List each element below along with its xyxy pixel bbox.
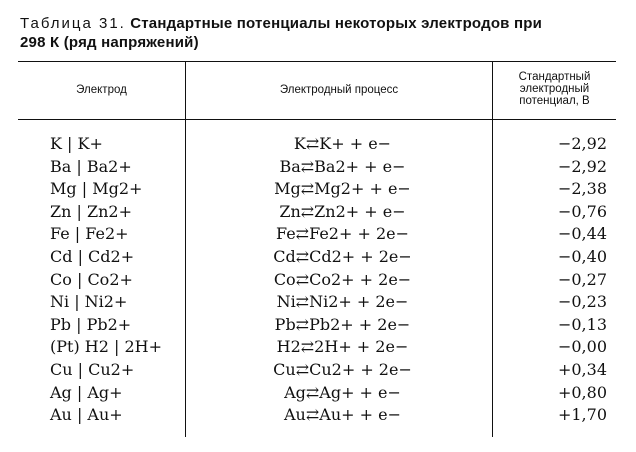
table-row bbox=[0, 223, 636, 245]
potential-cell: +0,34 bbox=[557, 360, 607, 379]
electrode-cell: Mg | Mg2+ bbox=[50, 179, 143, 199]
process-cell: Fe⇄Fe2+ + 2e− bbox=[275, 224, 409, 244]
table-row bbox=[0, 246, 636, 268]
electrode-cell: Ba | Ba2+ bbox=[50, 156, 132, 176]
potential-cell: −2,92 bbox=[557, 156, 607, 176]
electrode-cell: K | K+ bbox=[50, 134, 103, 153]
table-row bbox=[0, 156, 636, 178]
electrode-cell: Co | Co2+ bbox=[50, 269, 133, 289]
header-potential-line2: электродный bbox=[519, 83, 590, 95]
electrode-cell: Ni | Ni2+ bbox=[50, 292, 128, 312]
caption-title-line2: 298 К (ряд напряжений) bbox=[20, 34, 199, 51]
table-top-rule bbox=[18, 61, 616, 62]
electrode-cell: Zn | Zn2+ bbox=[50, 201, 132, 221]
electrode-cell: Au | Au+ bbox=[50, 405, 123, 425]
process-cell: Mg⇄Mg2+ + e− bbox=[274, 179, 411, 199]
process-cell: Ni⇄Ni2+ + 2e− bbox=[276, 292, 409, 312]
caption-title: Стандартные потенциалы некоторых электродов при bbox=[130, 15, 543, 32]
process-cell: K⇄K+ + e− bbox=[293, 134, 392, 153]
electrode-cell: Cu | Cu2+ bbox=[50, 360, 135, 379]
electrode-cell: Pb | Pb2+ bbox=[50, 314, 132, 334]
table-row bbox=[0, 133, 636, 155]
electrode-cell: Ag | Ag+ bbox=[50, 382, 123, 402]
potential-cell: −0,23 bbox=[557, 292, 607, 312]
potential-cell: −2,38 bbox=[557, 179, 607, 199]
potential-cell: −0,00 bbox=[557, 337, 607, 357]
table-row bbox=[0, 404, 636, 426]
potential-cell: −2,92 bbox=[557, 134, 607, 153]
table-row bbox=[0, 382, 636, 404]
process-cell: Cd⇄Cd2+ + 2e− bbox=[273, 247, 412, 266]
header-potential-line3: потенциал, В bbox=[519, 95, 590, 107]
potential-cell: +1,70 bbox=[557, 405, 607, 425]
header-potential-line1: Стандартный bbox=[518, 71, 591, 83]
electrode-cell: (Pt) H2 | 2H+ bbox=[50, 337, 162, 357]
process-cell: Pb⇄Pb2+ + 2e− bbox=[274, 314, 411, 334]
potential-cell: −0,44 bbox=[557, 224, 607, 244]
table-row bbox=[0, 314, 636, 336]
process-cell: Ba⇄Ba2+ + e− bbox=[279, 156, 406, 176]
potential-cell: −0,76 bbox=[557, 201, 607, 221]
process-cell: Zn⇄Zn2+ + e− bbox=[279, 201, 406, 221]
header-process: Электродный процесс bbox=[279, 84, 399, 96]
electrode-cell: Cd | Cd2+ bbox=[50, 247, 135, 266]
header-bottom-rule bbox=[18, 119, 616, 120]
header-electrode: Электрод bbox=[76, 84, 127, 96]
process-cell: Ag⇄Ag+ + e− bbox=[284, 382, 401, 402]
table-row bbox=[0, 291, 636, 313]
potential-cell: −0,27 bbox=[557, 269, 607, 289]
process-cell: Cu⇄Cu2+ + 2e− bbox=[273, 360, 412, 379]
table-row bbox=[0, 178, 636, 200]
table-row bbox=[0, 336, 636, 358]
process-cell: Co⇄Co2+ + 2e− bbox=[273, 269, 412, 289]
table-row bbox=[0, 269, 636, 291]
caption-label: Таблица 31. bbox=[20, 15, 126, 32]
potential-cell: −0,13 bbox=[557, 314, 607, 334]
potential-cell: +0,80 bbox=[557, 382, 607, 402]
process-cell: Au⇄Au+ + e− bbox=[284, 405, 401, 425]
table-row bbox=[0, 359, 636, 381]
header-potential bbox=[493, 71, 616, 107]
potential-cell: −0,40 bbox=[557, 247, 607, 266]
process-cell: H2⇄2H+ + 2e− bbox=[276, 337, 409, 357]
table-caption bbox=[20, 14, 620, 52]
table-row bbox=[0, 201, 636, 223]
electrode-cell: Fe | Fe2+ bbox=[50, 224, 129, 244]
